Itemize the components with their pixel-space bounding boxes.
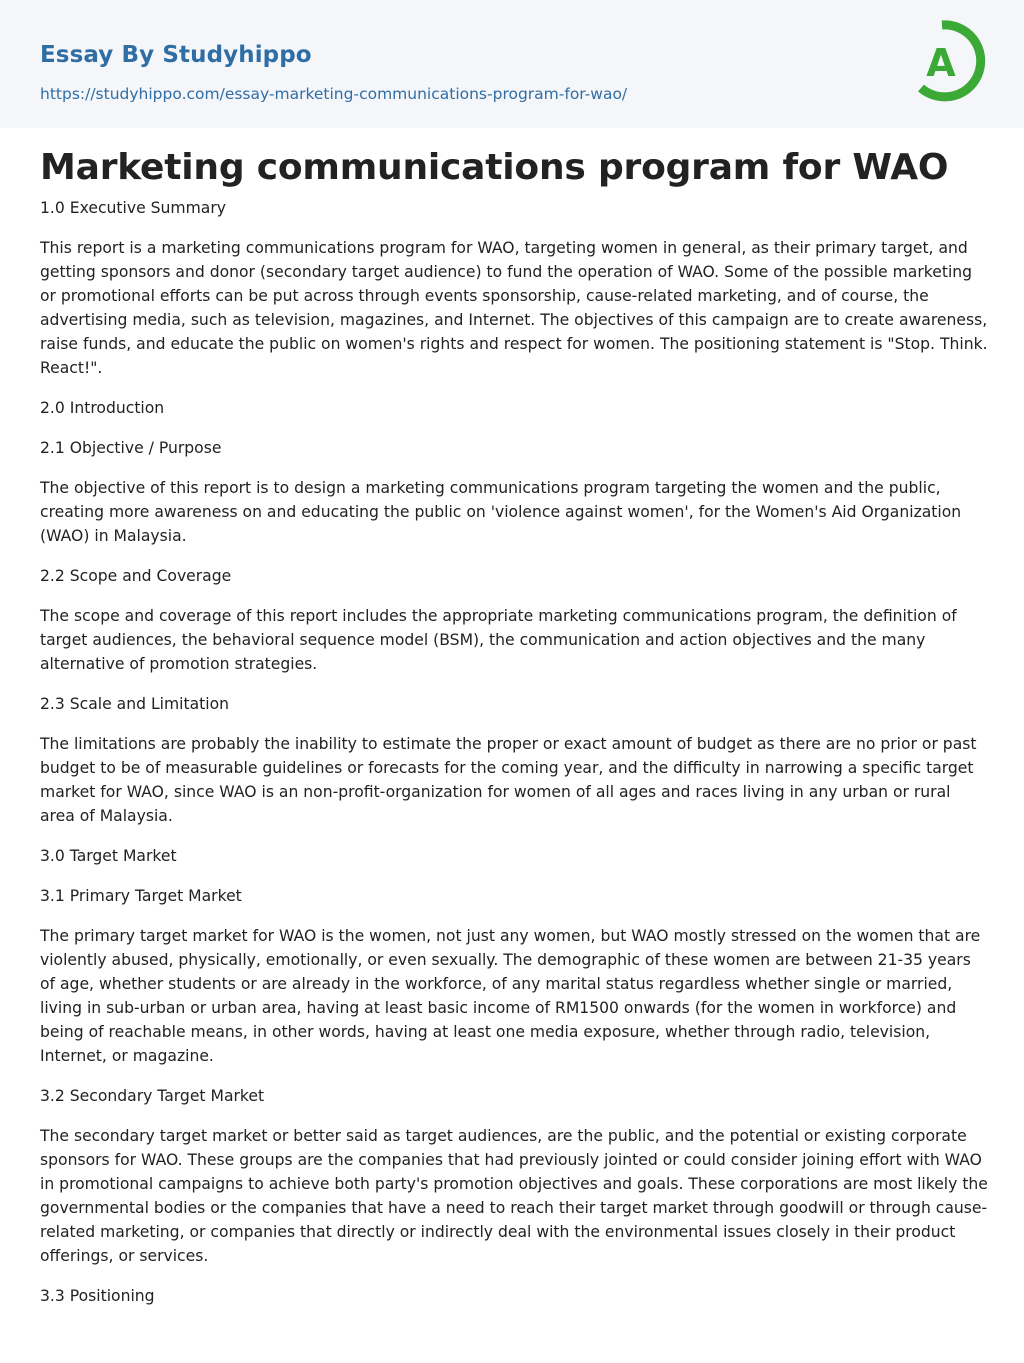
page-title: Marketing communications program for WAO (40, 147, 949, 188)
section-heading: 2.2 Scope and Coverage (40, 567, 232, 585)
section-heading: 1.0 Executive Summary (40, 199, 226, 217)
paragraph: The limitations are probably the inability to estimate the proper or exact amount of budget as there are no prior or past budget to be of measurable guidelines or forecasts for the coming year, and the difficulty in narrowing a specific target market for WAO, since WAO is an non-profit-organization for women of all ages and races living in any urban or rural area of Malaysia. (40, 735, 977, 825)
section-heading: 3.1 Primary Target Market (40, 887, 242, 905)
paragraph: The primary target market for WAO is the women, not just any women, but WAO mostly stressed on the women that are violently abused, physically, emotionally, or even sexually. The demographic of these women are between 21-35 years of age, whether students or are already in the workforce, of any marital status regardless whether single or married, living in sub-urban or urban area, having at least basic income of RM1500 onwards (for the women in workforce) and being of reachable means, in other words, having at least one media exposure, whether through radio, television, Internet, or magazine. (40, 927, 981, 1065)
essay-body (40, 196, 988, 1324)
paragraph: The secondary target market or better said as target audiences, are the public, and the potential or existing corporate sponsors for WAO. These groups are the companies that had previously jointed or could consider joining effort with WAO in promotional campaigns to achieve both party's promotion objectives and goals. These corporations are most likely the governmental bodies or the companies that have a need to reach their target market through goodwill or through cause-related marketing, or companies that directly or indirectly deal with the environmental issues closely in their product offerings, or services. (40, 1127, 988, 1265)
section-heading: 3.3 Positioning (40, 1287, 155, 1305)
paragraph: The objective of this report is to design a marketing communications program targeting the women and the public, creating more awareness on and educating the public on 'violence against women', for the Women's Aid Organization (WAO) in Malaysia. (40, 479, 962, 545)
section-heading: 2.0 Introduction (40, 399, 165, 417)
section-heading: 2.3 Scale and Limitation (40, 695, 230, 713)
paragraph: The scope and coverage of this report includes the appropriate marketing communications program, the definition of target audiences, the behavioral sequence model (BSM), the communication and action objectives and the many alternative of promotion strategies. (40, 607, 957, 673)
section-heading: 3.0 Target Market (40, 847, 177, 865)
section-heading: 2.1 Objective / Purpose (40, 439, 222, 457)
logo-letter: A (926, 41, 956, 85)
page-url-link[interactable]: https://studyhippo.com/essay-marketing-communications-program-for-wao/ (40, 85, 628, 103)
section-heading: 3.2 Secondary Target Market (40, 1087, 265, 1105)
site-brand[interactable]: Essay By Studyhippo (40, 42, 312, 68)
paragraph: This report is a marketing communications program for WAO, targeting women in general, as their primary target, and getting sponsors and donor (secondary target audience) to fund the operation of WAO. Some of the possible marketing or promotional efforts can be put across through events sponsorship, cause-related marketing, and of course, the advertising media, such as television, magazines, and Internet. The objectives of this campaign are to create awareness, raise funds, and educate the public on women's rights and respect for women. The positioning statement is "Stop. Think. React!". (40, 239, 988, 377)
